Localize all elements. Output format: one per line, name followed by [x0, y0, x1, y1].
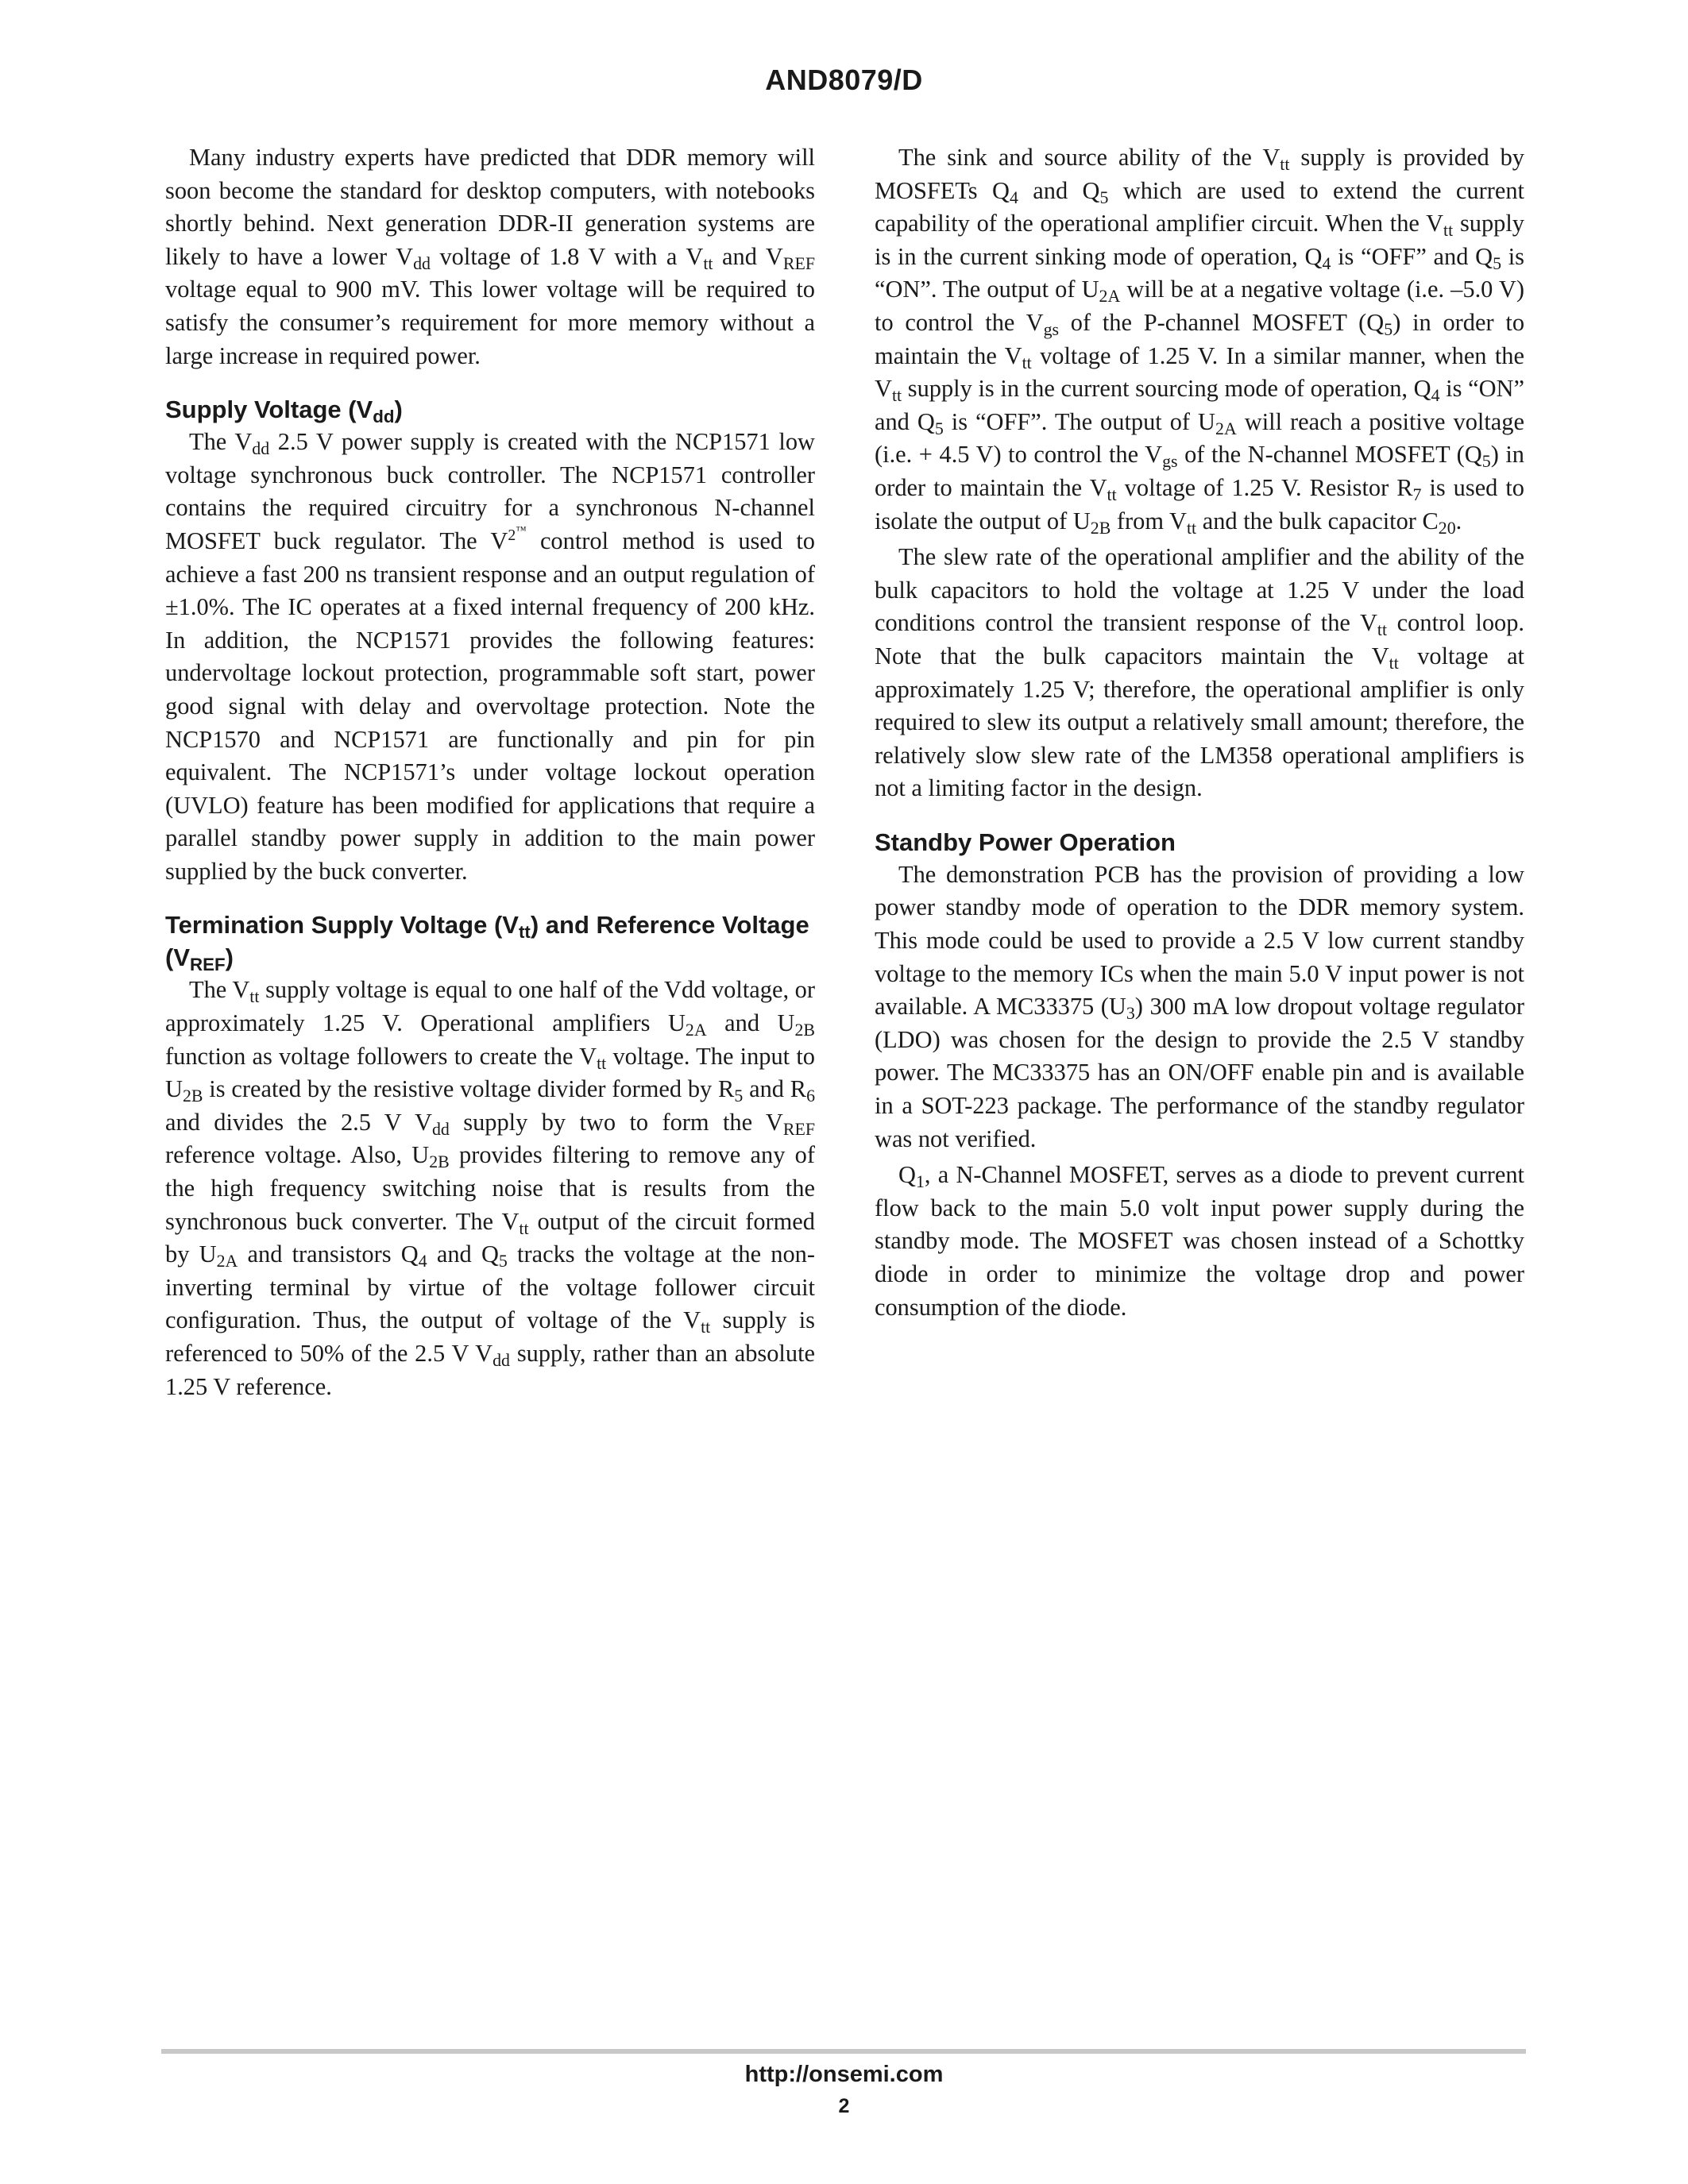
subscript: 4: [1009, 187, 1018, 207]
subscript: 5: [1481, 452, 1491, 472]
subscript: 3: [1126, 1004, 1135, 1024]
subscript: 5: [1099, 187, 1109, 207]
standby-power-paragraph: [875, 859, 1524, 1156]
text-run: output of the circuit formed by U: [165, 1207, 815, 1268]
text-run: is “OFF”. The output of U: [943, 407, 1215, 435]
text-run: The demonstration PCB has the provision of providing a low power standby mode of operation to the DDR memory system. This mode could be used to provide a 2.5 V low current standby voltage to the memory ICs when the main 5.0 V input power is not available. A MC33375 (U: [875, 860, 1524, 1021]
intro-paragraph: Many industry experts have predicted that DDR memory will soon become the standard for desktop computers, with notebooks shortly behind. Next generation DDR-II generation systems are likely to have a lower $V_{dd}$ voltage of 1.8 V with a $V_{tt}$ and $V_{REF}$ voltage equal to 900 mV. This lower voltage will be required to satisfy the consumer’s requirement for more memory without a large increase in required power.: [165, 144, 815, 369]
subscript: 7: [1412, 485, 1422, 505]
subscript: tt: [1280, 155, 1290, 175]
text-run: provides filtering to remove any of the high frequency switching noise that is results from the synchronous buck converter. The V: [165, 1141, 815, 1235]
text-run: ) in order to maintain the V: [875, 441, 1525, 501]
text-run: which are used to extend the current capability of the operational amplifier circuit. When the V: [875, 176, 1524, 237]
footer-url-link[interactable]: http://onsemi.com: [744, 2062, 944, 2087]
termination-supply-paragraph: [165, 974, 815, 1403]
subscript: tt: [891, 386, 902, 406]
text-run: The V: [189, 976, 250, 1004]
text-run: is created by the resistive voltage divider formed by R: [203, 1075, 735, 1103]
subscript: 2B: [794, 1021, 815, 1040]
subscript: REF: [782, 1119, 815, 1139]
slew-rate-paragraph: [875, 541, 1524, 805]
text-run: , a N-Channel MOSFET, serves as a diode to prevent current flow back to the main 5.0 volt input power supply during the standby mode. The MOSFET was chosen instead of a Schottky diode in order to minimize the voltage drop and power consumption of the diode.: [875, 1161, 1524, 1321]
text-run: will be at a negative voltage (i.e. –5.0 V) to control the V: [875, 276, 1524, 336]
text-run: tracks the voltage at the non-inverting terminal by virtue of the voltage follower circuit configuration. Thus, the output of voltage of the V: [165, 1241, 815, 1334]
text-run: supply is in the current sinking mode of operation, Q: [875, 210, 1524, 270]
text-run: supply is referenced to 50% of the 2.5 V V: [165, 1306, 815, 1367]
subscript: tt: [1443, 221, 1454, 241]
right-column: [875, 141, 1524, 1324]
text-run: .: [1455, 507, 1462, 534]
text-run: of the P-channel MOSFET (Q: [1059, 308, 1385, 336]
text-run: supply voltage is equal to one half of the Vdd voltage, or approximately 1.25 V. Operational amplifiers U: [165, 976, 815, 1037]
subscript: 2A: [1215, 419, 1237, 438]
termination-supply-heading: Termination Supply Voltage $(V_{tt})$ and Reference Voltage $(V_{REF})$: [165, 911, 809, 975]
subscript: tt: [519, 1218, 529, 1238]
text-run: ) 300 mA low dropout voltage regulator (LDO) was chosen for the design to provide the 2.5 V standby power. The MC33375 has an ON/OFF enable pin and is available in a SOT-223 package. The performance of the standby regulator was not verified.: [875, 993, 1524, 1152]
text-run: voltage at approximately 1.25 V; therefore, the operational amplifier is only required to slew its output a relatively small amount; therefore, the relatively slow slew rate of the LM358 operational amplifiers is not a limiting factor in the design.: [875, 642, 1524, 802]
subscript: 5: [498, 1252, 508, 1271]
standby-power-heading: Standby Power Operation: [875, 828, 1176, 856]
text-run: supply by two to form the V: [449, 1108, 783, 1136]
subscript: 6: [806, 1086, 815, 1106]
subscript: 4: [1431, 386, 1440, 406]
subscript: dd: [492, 1351, 510, 1371]
text-run: and transistors Q: [238, 1241, 419, 1268]
sink-source-paragraph: [875, 141, 1524, 538]
text-run: will reach a positive voltage (i.e. + 4.5 V) to control the V: [875, 407, 1524, 469]
subscript: 5: [934, 419, 944, 438]
text-run: supply, rather than an absolute 1.25 V reference.: [165, 1340, 816, 1400]
text-run: The slew rate of the operational amplifier and the ability of the bulk capacitors to hold the voltage at 1.25 V under the load conditions control the transient response of the V: [875, 543, 1524, 637]
subscript: 1: [915, 1172, 925, 1192]
subscript: 4: [418, 1252, 427, 1271]
subscript: 4: [1322, 253, 1331, 273]
left-column: [165, 141, 815, 1403]
subscript: 2B: [429, 1152, 450, 1172]
text-run: and the bulk capacitor C: [1196, 507, 1439, 534]
subscript: 5: [734, 1086, 744, 1106]
subscript: 2A: [216, 1252, 238, 1271]
text-run: and R: [743, 1075, 807, 1103]
text-run: and divides the 2.5 V V: [165, 1108, 432, 1136]
subscript: tt: [1022, 353, 1032, 372]
subscript: tt: [249, 987, 260, 1007]
subscript: 2A: [685, 1021, 707, 1040]
text-run: voltage. The input to U: [165, 1042, 815, 1103]
text-run: Q: [898, 1161, 916, 1189]
subscript: gs: [1162, 452, 1178, 472]
subscript: tt: [597, 1053, 607, 1073]
subscript: tt: [1107, 485, 1117, 505]
text-run: from V: [1111, 507, 1187, 534]
text-run: voltage of 1.25 V. Resistor R: [1116, 473, 1413, 501]
subscript: tt: [1377, 620, 1388, 640]
subscript: tt: [1389, 654, 1399, 673]
q1-mosfet-paragraph: [875, 1159, 1524, 1324]
text-run: supply is provided by MOSFETs Q: [875, 144, 1524, 204]
text-run: function as voltage followers to create the V: [165, 1042, 597, 1070]
subscript: 2B: [182, 1086, 203, 1106]
text-run: is “ON” and Q: [875, 375, 1524, 435]
text-run: is used to isolate the output of U: [875, 473, 1524, 534]
supply-voltage-heading: Supply Voltage $(V_{dd})$: [165, 396, 403, 427]
supply-voltage-paragraph: The $V_{dd}$ 2.5 V power supply is created with the NCP1571 low voltage synchronous buck controller. The NCP1571 controller contains the required circuitry for a synchronous N-channel MOSFET buck regulator. The $V^{2™}$ control method is used to achieve a fast 200 ns transient response and an output regulation of ±1.0%. The IC operates at a fixed internal frequency of 200 kHz. In addition, the NCP1571 provides the following features: undervoltage lockout protection, programmable soft start, power good signal with delay and overvoltage protection. Note the NCP1570 and NCP1571 are functionally and pin for pin equivalent. The NCP1571’s under voltage lockout operation (UVLO) feature has been modified for applications that require a parallel standby power supply in addition to the main power supplied by the buck converter.: [165, 428, 816, 885]
text-run: reference voltage. Also, U: [165, 1141, 430, 1169]
text-run: The sink and source ability of the V: [898, 144, 1280, 171]
footer-divider: [161, 2049, 1526, 2054]
text-run: and Q: [427, 1241, 499, 1268]
subscript: dd: [431, 1119, 450, 1139]
text-run: control loop. Note that the bulk capacitors maintain the V: [875, 609, 1525, 669]
subscript: tt: [701, 1318, 711, 1337]
text-run: is “ON”. The output of U: [875, 242, 1525, 303]
text-run: ) in order to maintain the V: [875, 308, 1525, 369]
text-run: and U: [706, 1009, 795, 1037]
text-run: is “OFF” and Q: [1331, 242, 1493, 270]
subscript: 5: [1384, 320, 1393, 340]
text-run: and Q: [1018, 176, 1100, 204]
page-number: 2: [838, 2095, 850, 2117]
text-run: of the N-channel MOSFET (Q: [1177, 441, 1482, 469]
text-run: voltage of 1.25 V. In a similar manner, when the V: [875, 341, 1524, 403]
subscript: tt: [1186, 518, 1197, 538]
text-run: supply is in the current sourcing mode of operation, Q: [902, 375, 1431, 403]
subscript: 2B: [1090, 518, 1111, 538]
subscript: 2A: [1099, 287, 1121, 307]
document-id-header: AND8079/D: [765, 64, 923, 96]
subscript: 5: [1493, 253, 1502, 273]
subscript: gs: [1043, 320, 1060, 340]
subscript: 20: [1438, 518, 1456, 538]
